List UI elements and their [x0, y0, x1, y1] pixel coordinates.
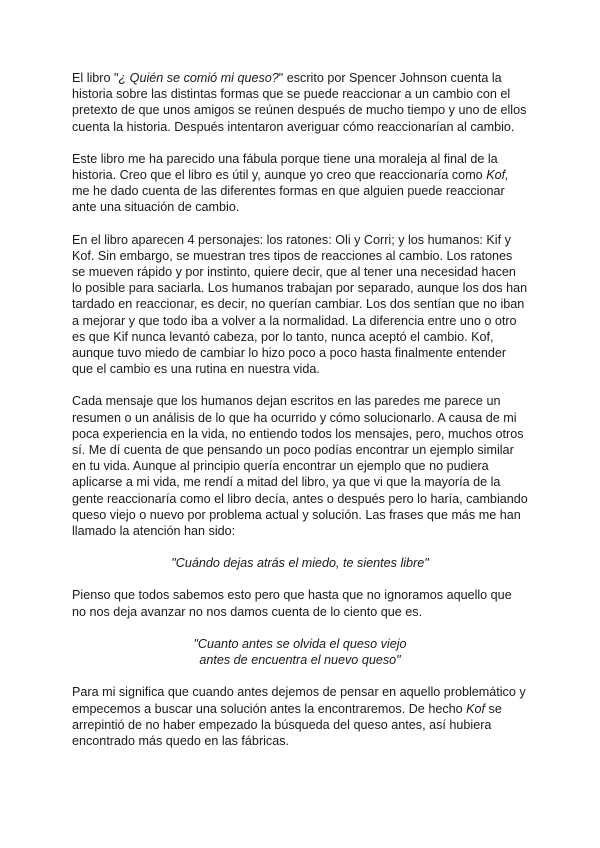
quote-cheese-line-2: antes de encuentra el nuevo queso": [199, 653, 401, 668]
quote-cheese-line-1: "Cuanto antes se olvida el queso viejo: [193, 636, 407, 651]
intro-text-start: El libro ": [72, 71, 119, 85]
paragraph-intro: [72, 70, 528, 135]
quote-fear: "Cuándo dejas atrás el miedo, te sientes libre": [171, 556, 429, 571]
book-title: ¿ Quién se comió mi queso?: [118, 71, 279, 85]
paragraph-reflection: Pienso que todos sabemos esto pero que hasta que no ignoramos aquello que no nos deja avanzar no nos damos cuenta de lo ciento que es.: [72, 588, 512, 619]
opinion-text-end: me he dado cuenta de las diferentes formas en que alguien puede reaccionar ante una situación de cambio.: [72, 184, 505, 215]
conclusion-text-end: se arrepintió de no haber empezado la búsqueda del queso antes, así hubiera encontrado más quedo en las fábricas.: [72, 701, 502, 748]
character-name-kof: Kof,: [486, 168, 509, 183]
conclusion-text-start: Para mi significa que cuando antes dejemos de pensar en aquello problemático y empecemos a buscar una solución antes la encontraremos. De hecho: [72, 685, 526, 716]
quote-cheese: [72, 636, 528, 668]
opinion-text-start: Este libro me ha parecido una fábula porque tiene una moraleja al final de la historia. Creo que el libro es útil y, aunque yo creo que reaccionaría como: [72, 151, 498, 183]
character-name-kof-2: Kof: [466, 701, 486, 716]
paragraph-messages: Cada mensaje que los humanos dejan escritos en las paredes me parece un resumen o un análisis de lo que ha ocurrido y cómo solucionarlo. A causa de mi poca experiencia en la vida, no entiendo todos los mensajes, pero, muchos otros sí. Me dí cuenta de que pensando un poco podías encontrar un ejemplo similar en tu vida. Aunque al principio quería encontrar un ejemplo que no pudiera aplicarse a mi vida, me rendí a mitad del libro, ya que vi que la mayoría de la gente reaccionaría como el libro decía, antes o después pero lo haría, cambiando queso viejo o nuevo por problema actual y solución. Las frases que más me han llamado la atención han sido:: [72, 394, 528, 539]
paragraph-conclusion: [72, 684, 528, 749]
paragraph-characters: En el libro aparecen 4 personajes: los ratones: Oli y Corri; y los humanos: Kif y Kof. Sin embargo, se muestran tres tipos de reacciones al cambio. Los ratones se mueven rápido y por instinto, quiere decir, que al tener una necesidad hacen lo posible para saciarla. Los humanos trabajan por separado, aunque los dos han tardado en reaccionar, es decir, no querían cambiar. Los dos sentían que no iban a mejorar y que todo iba a volver a la normalidad. La diferencia entre uno o otro es que Kif nunca levantó cabeza, por lo tanto, nunca aceptó el cambio. Kof, aunque tuvo miedo de cambiar lo hizo poco a poco hasta finalmente entender que el cambio es una rutina en nuestra vida.: [72, 232, 528, 377]
intro-text-end: " escrito por Spencer Johnson cuenta la historia sobre las distintas formas que se puede reaccionar a un cambio con el pretexto de que unos amigos se reúnen después de mucho tiempo y uno de ellos cuenta la historia. Después intentaron averiguar cómo reaccionarían al cambio.: [72, 71, 527, 134]
paragraph-opinion: [72, 151, 528, 216]
